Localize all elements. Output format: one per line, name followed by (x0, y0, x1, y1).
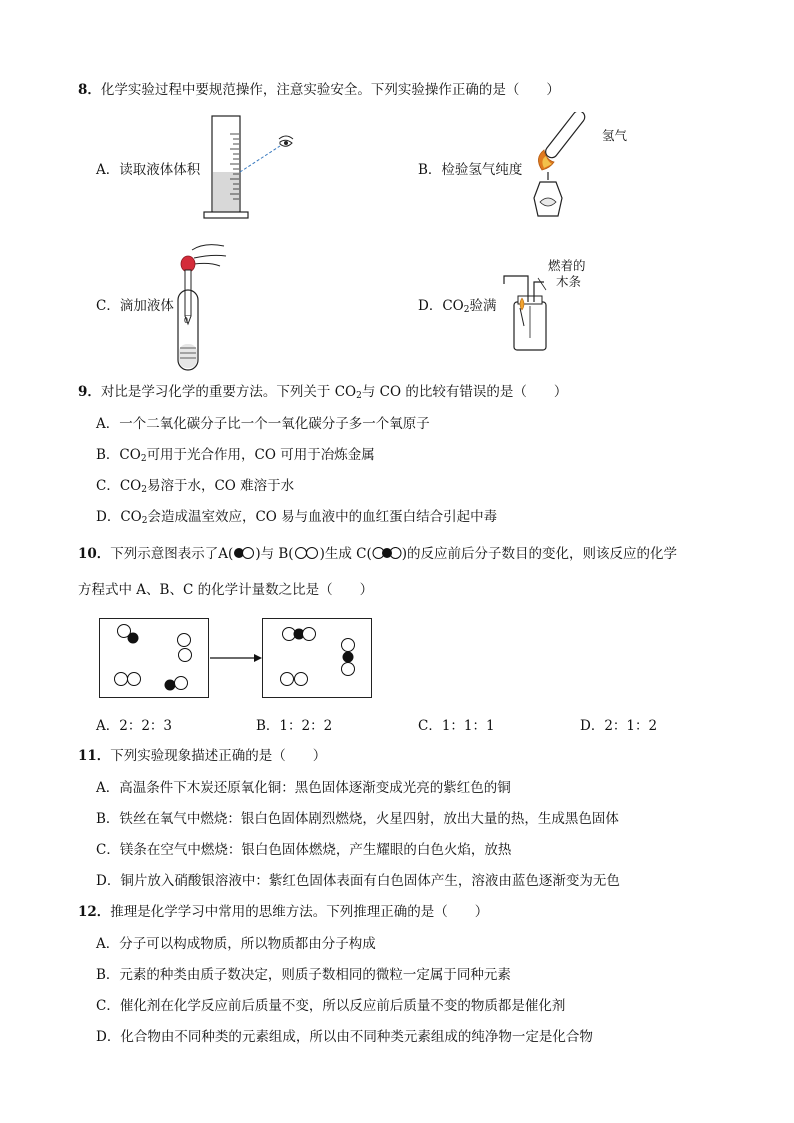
q9-option-d-sub: 2 (141, 516, 148, 526)
q10-option-a: A．2：2：3 (96, 718, 173, 734)
hydrogen-test-figure (528, 112, 608, 224)
q10-stem-1b: )与 B( (255, 546, 294, 562)
q9-option-b-part2: 可用于光合作用，CO 可用于冶炼金属 (146, 447, 375, 463)
q9-option-d-part1: D．CO (96, 509, 142, 525)
q9-number: 9． (78, 384, 101, 400)
q9-option-a: A．一个二氧化碳分子比一个一氧化碳分子多一个氧原子 (96, 416, 430, 432)
q8-option-d (418, 296, 496, 320)
burning-stick-label-1: 燃着的 (548, 258, 586, 273)
q9-stem-part1: 对比是学习化学的重要方法。下列关于 CO (100, 384, 357, 400)
q11-option-a: A．高温条件下木炭还原氧化铜：黑色固体逐渐变成光亮的紫红色的铜 (96, 780, 511, 796)
q12-option-d: D．化合物由不同种类的元素组成，所以由不同种类元素组成的纯净物一定是化合物 (96, 1029, 593, 1045)
q8-option-d-co: CO (442, 298, 464, 314)
q12-number: 12． (78, 904, 111, 920)
q8-stem: 化学实验过程中要规范操作，注意实验安全。下列实验操作正确的是（ ） (100, 82, 560, 98)
q12-option-b: B．元素的种类由质子数决定，则质子数相同的微粒一定属于同种元素 (96, 967, 511, 983)
reaction-arrow-icon (208, 652, 264, 664)
q9-stem-line (78, 382, 567, 406)
q9-option-c-sub: 2 (141, 485, 147, 495)
product-c-molecule-1 (283, 628, 316, 641)
dropper-figure (172, 240, 232, 372)
burning-stick-label-2: 木条 (556, 274, 582, 289)
q8-option-d-suffix: 验满 (469, 298, 497, 314)
q10-option-d: D．2：1：2 (580, 718, 658, 734)
molecule-a-icon (233, 546, 255, 560)
q9-option-b-part1: B．CO (96, 447, 141, 463)
q10-option-b: B．1：2：2 (256, 718, 333, 734)
q12-stem-line (78, 902, 488, 922)
q8-stem-line (78, 80, 560, 100)
q10-number: 10． (78, 546, 111, 562)
q12-stem: 推理是化学学习中常用的思维方法。下列推理正确的是（ ） (110, 904, 489, 920)
q10-stem-line-1 (78, 544, 677, 564)
q9-option-c (96, 476, 294, 500)
q9-option-c-part1: C．CO (96, 478, 142, 494)
q10-stem-1c: )生成 C( (319, 546, 372, 562)
graduated-cylinder-figure (202, 114, 302, 222)
q11-option-c: C．镁条在空气中燃烧：银白色固体燃烧，产生耀眼的白色火焰，放热 (96, 842, 512, 858)
q8-option-a: A．读取液体体积 (96, 162, 201, 178)
q12-option-a: A．分子可以构成物质，所以物质都由分子构成 (96, 936, 376, 952)
q9-option-d (96, 507, 497, 531)
q8-option-d-sub: 2 (463, 305, 470, 315)
q10-option-c: C．1：1：1 (418, 718, 495, 734)
q8-option-c: C．滴加液体 (96, 298, 174, 314)
q8-option-d-prefix: D． (418, 298, 443, 314)
q9-option-b (96, 445, 375, 469)
q11-stem-line (78, 746, 326, 766)
q9-option-b-sub: 2 (140, 454, 147, 464)
hydrogen-label: 氢气 (602, 128, 628, 143)
q10-stem-1d: )的反应前后分子数目的变化，则该反应的化学 (401, 546, 678, 562)
reactant-b-molecule-1 (178, 634, 192, 662)
molecule-b-icon (294, 546, 320, 560)
q9-option-c-part2: 易溶于水，CO 难溶于水 (146, 478, 295, 494)
reactant-a-molecule-2 (165, 677, 188, 691)
reactants-box (99, 618, 209, 698)
reactants-molecules (100, 619, 208, 697)
q11-number: 11． (78, 748, 111, 764)
q9-stem-part2: 与 CO 的比较有错误的是（ ） (361, 384, 568, 400)
q9-option-d-part2: 会造成温室效应，CO 易与血液中的血红蛋白结合引起中毒 (147, 509, 498, 525)
reactant-a-molecule-1 (118, 625, 139, 644)
remaining-b-molecule (281, 673, 308, 686)
gas-bottle-figure (500, 268, 560, 354)
product-c-molecule-2 (342, 639, 355, 676)
q8-option-b: B．检验氢气纯度 (418, 162, 523, 178)
q8-number: 8． (78, 82, 101, 98)
q11-stem: 下列实验现象描述正确的是（ ） (110, 748, 327, 764)
q10-stem-1a: 下列示意图表示了A( (110, 546, 234, 562)
reactant-b-molecule-2 (115, 673, 141, 686)
q11-option-d: D．铜片放入硝酸银溶液中：紫红色固体表面有白色固体产生，溶液由蓝色逐渐变为无色 (96, 873, 620, 889)
products-molecules (263, 619, 371, 697)
q12-option-c: C．催化剂在化学反应前后质量不变，所以反应前后质量不变的物质都是催化剂 (96, 998, 566, 1014)
q10-stem-line-2: 方程式中 A、B、C 的化学计量数之比是（ ） (78, 582, 374, 598)
molecule-c-icon (372, 546, 402, 560)
q9-stem-sub: 2 (356, 391, 362, 401)
products-box (262, 618, 372, 698)
q11-option-b: B．铁丝在氧气中燃烧：银白色固体剧烈燃烧，火星四射，放出大量的热，生成黑色固体 (96, 811, 619, 827)
